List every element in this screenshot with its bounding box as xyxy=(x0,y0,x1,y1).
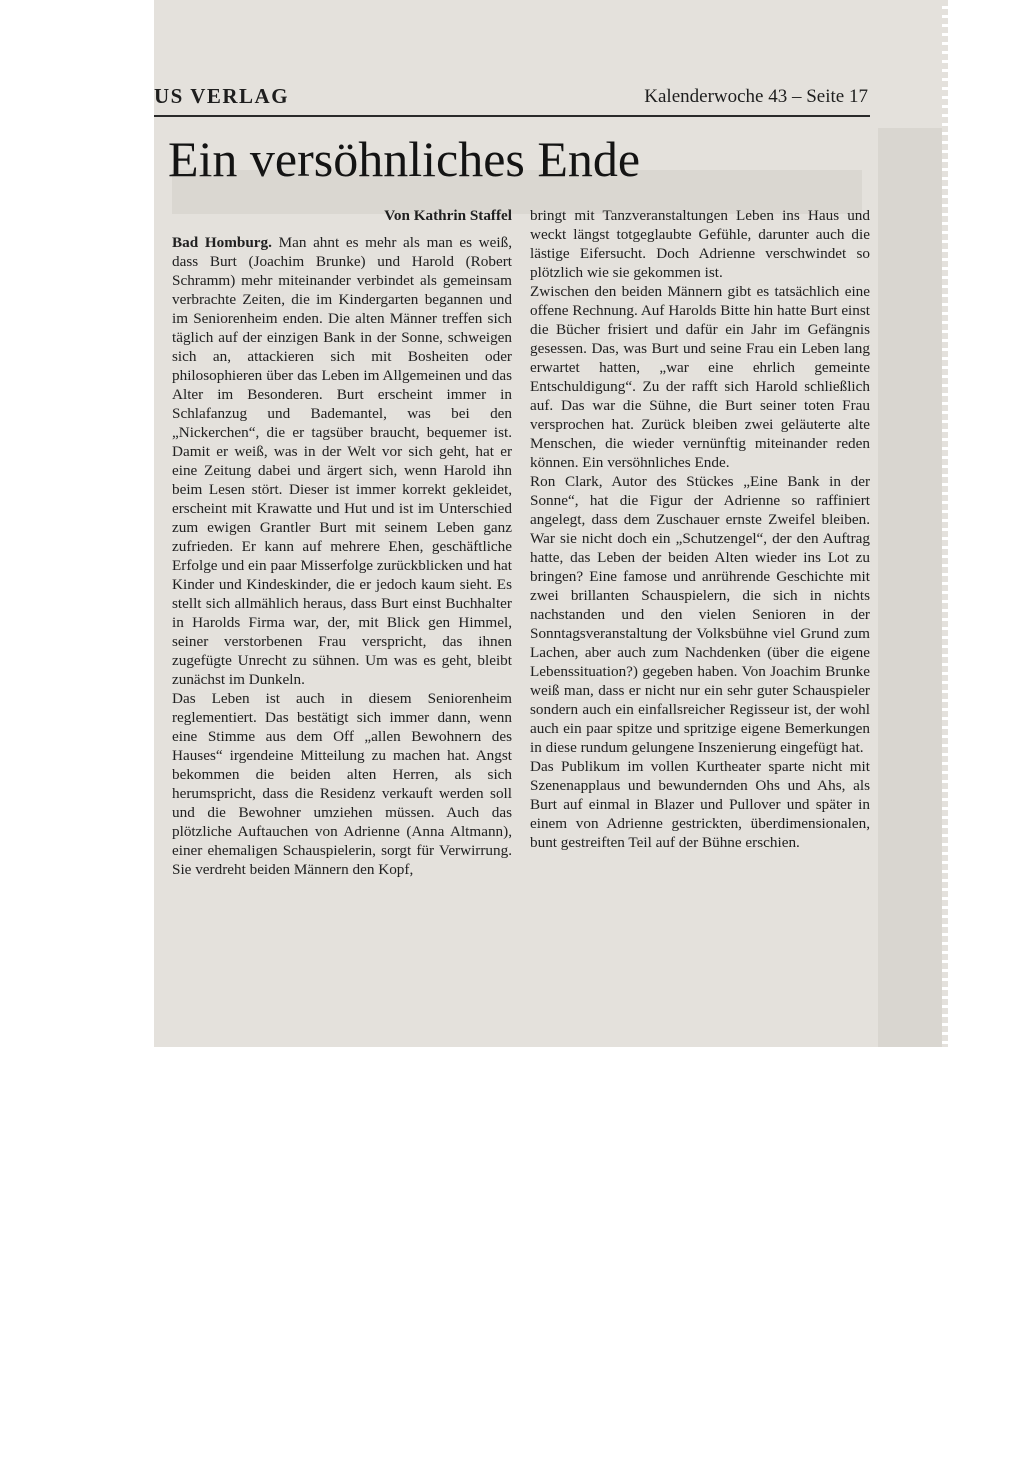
torn-edge xyxy=(942,0,948,1047)
article-paragraph xyxy=(172,233,512,689)
article-byline: Von Kathrin Staffel xyxy=(384,207,512,224)
article-paragraph: Das Publikum im vollen Kurtheater sparte nicht mit Szenenapplaus und bewundernden Ohs und Ahs, als Burt auf einmal in Blazer und Pullover und später in einem von Adrienne gestrickten, überdimensionalen, bunt gestreiften Teil auf der Bühne erschien. xyxy=(530,758,870,851)
article-dateline: Bad Homburg. xyxy=(172,234,272,251)
article-paragraph: Zwischen den beiden Männern gibt es tatsächlich eine offene Rechnung. Auf Harolds Bitte hin hatte Burt einst die Bücher frisiert und dafür ein Jahr im Gefängnis gesessen. Das, was Burt und seine Frau ein Leben lang erwartet hatten, „war eine ehrlich gemeinte Entschuldigung“. Zu der rafft sich Harold schließlich auf. Das war die Sühne, die Burt seiner toten Frau versprochen hat. Zurück bleiben zwei geläuterte alte Menschen, die wieder vernünftig miteinander reden können. Ein versöhnliches Ende. xyxy=(530,283,870,471)
article-headline: Ein versöhnliches Ende xyxy=(168,131,641,187)
newspaper-clipping xyxy=(154,0,948,1047)
article-column-right xyxy=(530,206,870,852)
adjacent-column-shadow xyxy=(878,128,948,1047)
article-paragraph: Das Leben ist auch in diesem Seniorenheim reglementiert. Das bestätigt sich immer dann, wenn eine Stimme aus dem Off „allen Bewohnern des Hauses“ irgendeine Mitteilung zu machen hat. Angst bekommen die beiden alten Herren, als sich herumspricht, dass die Residenz verkauft werden soll und die Bewohner umziehen müssen. Auch das plötzliche Auftauchen von Adrienne (Anna Altmann), einer ehemaligen Schauspielerin, sorgt für Verwirrung. Sie verdreht beiden Männern den Kopf, xyxy=(172,690,512,878)
article-paragraph: bringt mit Tanzveranstaltungen Leben ins Haus und weckt längst totgeglaubte Gefühle, darunter auch die lästige Eifersucht. Doch Adrienne verschwindet so plötzlich wie sie gekommen ist. xyxy=(530,207,870,281)
publisher-name: US VERLAG xyxy=(154,84,290,108)
article-column-left xyxy=(172,206,512,879)
article-paragraph-text: Man ahnt es mehr als man es weiß, dass Burt (Joachim Brunke) und Harold (Robert Schramm) mehr miteinander verbindet als gemeinsam verbrachte Zeiten, die im Kindergarten begannen und im Seniorenheim enden. Die alten Männer treffen sich täglich auf der einzigen Bank in der Sonne, schweigen sich an, attackieren sich mit Bosheiten oder philosophieren über das Leben im Allgemeinen und das Alter im Besonderen. Burt erscheint immer in Schlafanzug und Bademantel, was bei den „Nickerchen“, die er tagsüber braucht, bequemer ist. Damit er weiß, was in der Welt vor sich geht, hat er eine Zeitung dabei und ärgert sich, wenn Harold ihn beim Lesen stört. Dieser ist immer korrekt gekleidet, erscheint mit Krawatte und Hut und ist im Unterschied zum ewigen Grantler Burt mit seinem Leben ganz zufrieden. Er kann auf mehrere Ehen, geschäftliche Erfolge und ein paar Misserfolge zurückblicken und hat Kinder und Kindeskinder, die er jedoch kaum sieht. Es stellt sich allmählich heraus, dass Burt einst Buchhalter in Harolds Firma war, der, mit Blick gen Himmel, seiner verstorbenen Frau verspricht, das ihnen zugefügte Unrecht zu sühnen. Um was es geht, bleibt zunächst im Dunkeln. xyxy=(172,234,512,688)
article-paragraph: Ron Clark, Autor des Stückes „Eine Bank in der Sonne“, hat die Figur der Adrienne so raffiniert angelegt, dass dem Zuschauer ernste Zweifel bleiben. War sie nicht doch ein „Schutzengel“, der den Auftrag hatte, das Leben der beiden Alten wieder ins Lot zu bringen? Eine famose und anrührende Geschichte mit zwei brillanten Schauspielern, die sich in nichts nachstanden und den vielen Senioren in der Sonntagsveranstaltung der Volksbühne viel Grund zum Lachen, aber auch zum Nachdenken (über die eigene Lebenssituation?) gegeben haben. Von Joachim Brunke weiß man, dass er nicht nur ein sehr guter Schauspieler sondern auch ein einfallsreicher Regisseur ist, der wohl auch ein paar spitze und spritzige eigene Bemerkungen in diese rundum gelungene Inszenierung eingefügt hat. xyxy=(530,473,870,756)
issue-page-label: Kalenderwoche 43 – Seite 17 xyxy=(644,86,868,107)
header-divider xyxy=(154,115,870,117)
